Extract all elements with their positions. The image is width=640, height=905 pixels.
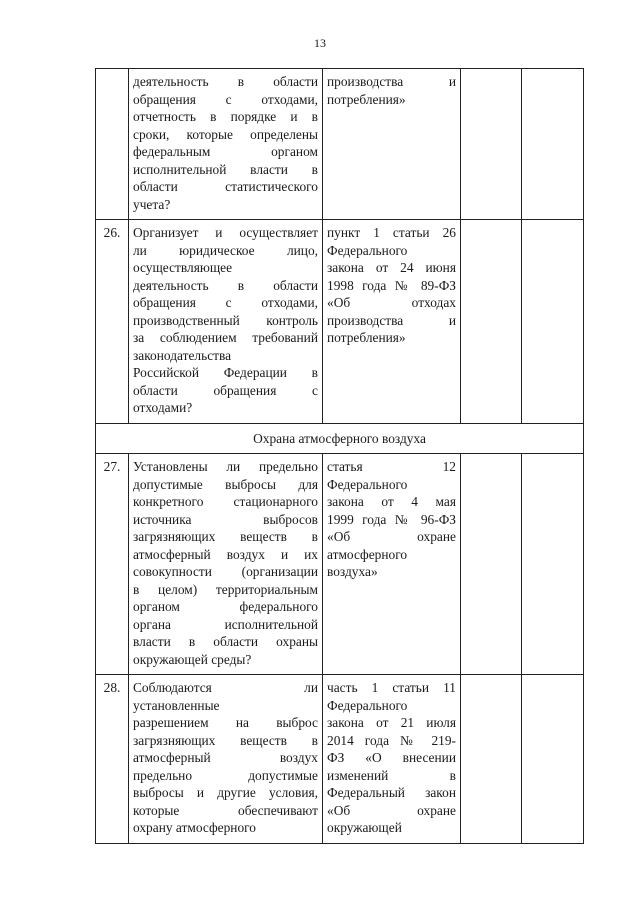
reference-text-line: закона от 24 июня <box>327 260 456 275</box>
reference-text-line: ФЗ «О внесении <box>327 750 456 765</box>
question-text-line: области обращения с <box>133 382 318 398</box>
question-text-line: производственный контроль <box>133 312 318 328</box>
reference-text-line: воздуха» <box>327 564 378 579</box>
question-text-line: сроки, которые определены <box>133 126 318 142</box>
reference-text-line: «Об охране <box>327 529 456 544</box>
notes-cell <box>522 69 584 220</box>
question-text-line: окружающей среды? <box>133 651 252 667</box>
question-text-line: выбросы и другие условия, <box>133 785 318 800</box>
table-row <box>96 220 584 424</box>
answer-cell <box>461 220 522 424</box>
reference-text-line: производства и <box>327 312 456 328</box>
reference-text-line: окружающей <box>327 820 402 835</box>
question-cell <box>129 220 323 424</box>
notes-cell <box>522 220 584 424</box>
question-text-line: конкретного стационарного <box>133 494 318 509</box>
checklist-table <box>95 68 584 844</box>
question-text-line: Соблюдаются ли <box>133 680 318 695</box>
page-number: 13 <box>314 36 326 50</box>
legal-reference-cell <box>323 454 461 675</box>
section-header-row <box>96 423 584 454</box>
table-row <box>96 454 584 675</box>
item-number: 26. <box>96 220 129 424</box>
question-text-line: деятельность в области <box>133 74 318 89</box>
question-text-line: в целом) территориальным <box>133 581 318 597</box>
table-row <box>96 675 584 844</box>
table-row <box>96 69 584 220</box>
section-title: Охрана атмосферного воздуха <box>96 423 584 454</box>
reference-text-line: 1998 года № 89-ФЗ <box>327 277 456 293</box>
question-text-line: предельно допустимые <box>133 767 318 783</box>
legal-reference-cell <box>323 69 461 220</box>
question-text-line: источника выбросов <box>133 511 318 527</box>
legal-reference-cell <box>323 675 461 844</box>
reference-text-line: изменений в <box>327 767 456 783</box>
reference-text-line: часть 1 статьи 11 <box>327 680 456 695</box>
question-text-line: отходами? <box>133 400 193 415</box>
reference-text-line: 2014 года № 219- <box>327 732 456 748</box>
question-text-line: загрязняющих веществ в <box>133 732 318 748</box>
question-text-line: атмосферный воздух <box>133 750 318 765</box>
answer-cell <box>461 454 522 675</box>
question-text-line: деятельность в области <box>133 277 318 293</box>
question-text-line: охрану атмосферного <box>133 820 256 835</box>
reference-text-line: статья 12 <box>327 459 456 474</box>
question-text-line: совокупности (организации <box>133 564 318 579</box>
question-text-line: Российской Федерации в <box>133 365 318 380</box>
question-text-line: власти в области охраны <box>133 634 318 649</box>
question-text-line: Установлены ли предельно <box>133 459 318 474</box>
notes-cell <box>522 454 584 675</box>
question-text-line: загрязняющих веществ в <box>133 529 318 544</box>
question-text-line: исполнительной власти в <box>133 161 318 177</box>
reference-text-line: закона от 21 июля <box>327 715 456 730</box>
reference-text-line: 1999 года № 96-ФЗ <box>327 511 456 527</box>
question-text-line: отчетность в порядке и в <box>133 109 318 124</box>
reference-text-line: Федеральный закон <box>327 785 456 800</box>
item-number <box>96 69 129 220</box>
reference-text-line: закона от 4 мая <box>327 494 456 509</box>
answer-cell <box>461 69 522 220</box>
reference-text-line: «Об охране <box>327 802 456 818</box>
item-number: 28. <box>96 675 129 844</box>
reference-text-line: Федерального <box>327 476 408 492</box>
reference-text-line: «Об отходах <box>327 295 456 310</box>
question-text-line: за соблюдением требований <box>133 330 318 345</box>
reference-text-line: потребления» <box>327 330 406 345</box>
item-number: 27. <box>96 454 129 675</box>
question-text-line: установленные <box>133 697 220 713</box>
question-cell <box>129 69 323 220</box>
reference-text-line: производства и <box>327 74 456 89</box>
reference-text-line: пункт 1 статьи 26 <box>327 225 456 240</box>
question-text-line: которые обеспечивают <box>133 802 318 818</box>
question-text-line: атмосферный воздух и их <box>133 546 318 562</box>
question-text-line: осуществляющее <box>133 260 233 275</box>
reference-text-line: потребления» <box>327 91 406 107</box>
question-text-line: Организует и осуществляет <box>133 225 318 240</box>
question-text-line: учета? <box>133 196 171 212</box>
question-text-line: разрешением на выброс <box>133 715 318 730</box>
reference-text-line: атмосферного <box>327 546 408 562</box>
question-text-line: органом федерального <box>133 599 318 614</box>
legal-reference-cell <box>323 220 461 424</box>
question-cell <box>129 454 323 675</box>
question-text-line: ли юридическое лицо, <box>133 242 318 258</box>
answer-cell <box>461 675 522 844</box>
question-text-line: обращения с отходами, <box>133 295 318 310</box>
question-cell <box>129 675 323 844</box>
question-text-line: области статистического <box>133 179 318 194</box>
question-text-line: федеральным органом <box>133 144 318 159</box>
question-text-line: обращения с отходами, <box>133 91 318 107</box>
reference-text-line: Федерального <box>327 242 408 258</box>
reference-text-line: Федерального <box>327 697 408 713</box>
question-text-line: допустимые выбросы для <box>133 476 318 492</box>
question-text-line: органа исполнительной <box>133 616 318 632</box>
question-text-line: законодательства <box>133 347 232 363</box>
notes-cell <box>522 675 584 844</box>
